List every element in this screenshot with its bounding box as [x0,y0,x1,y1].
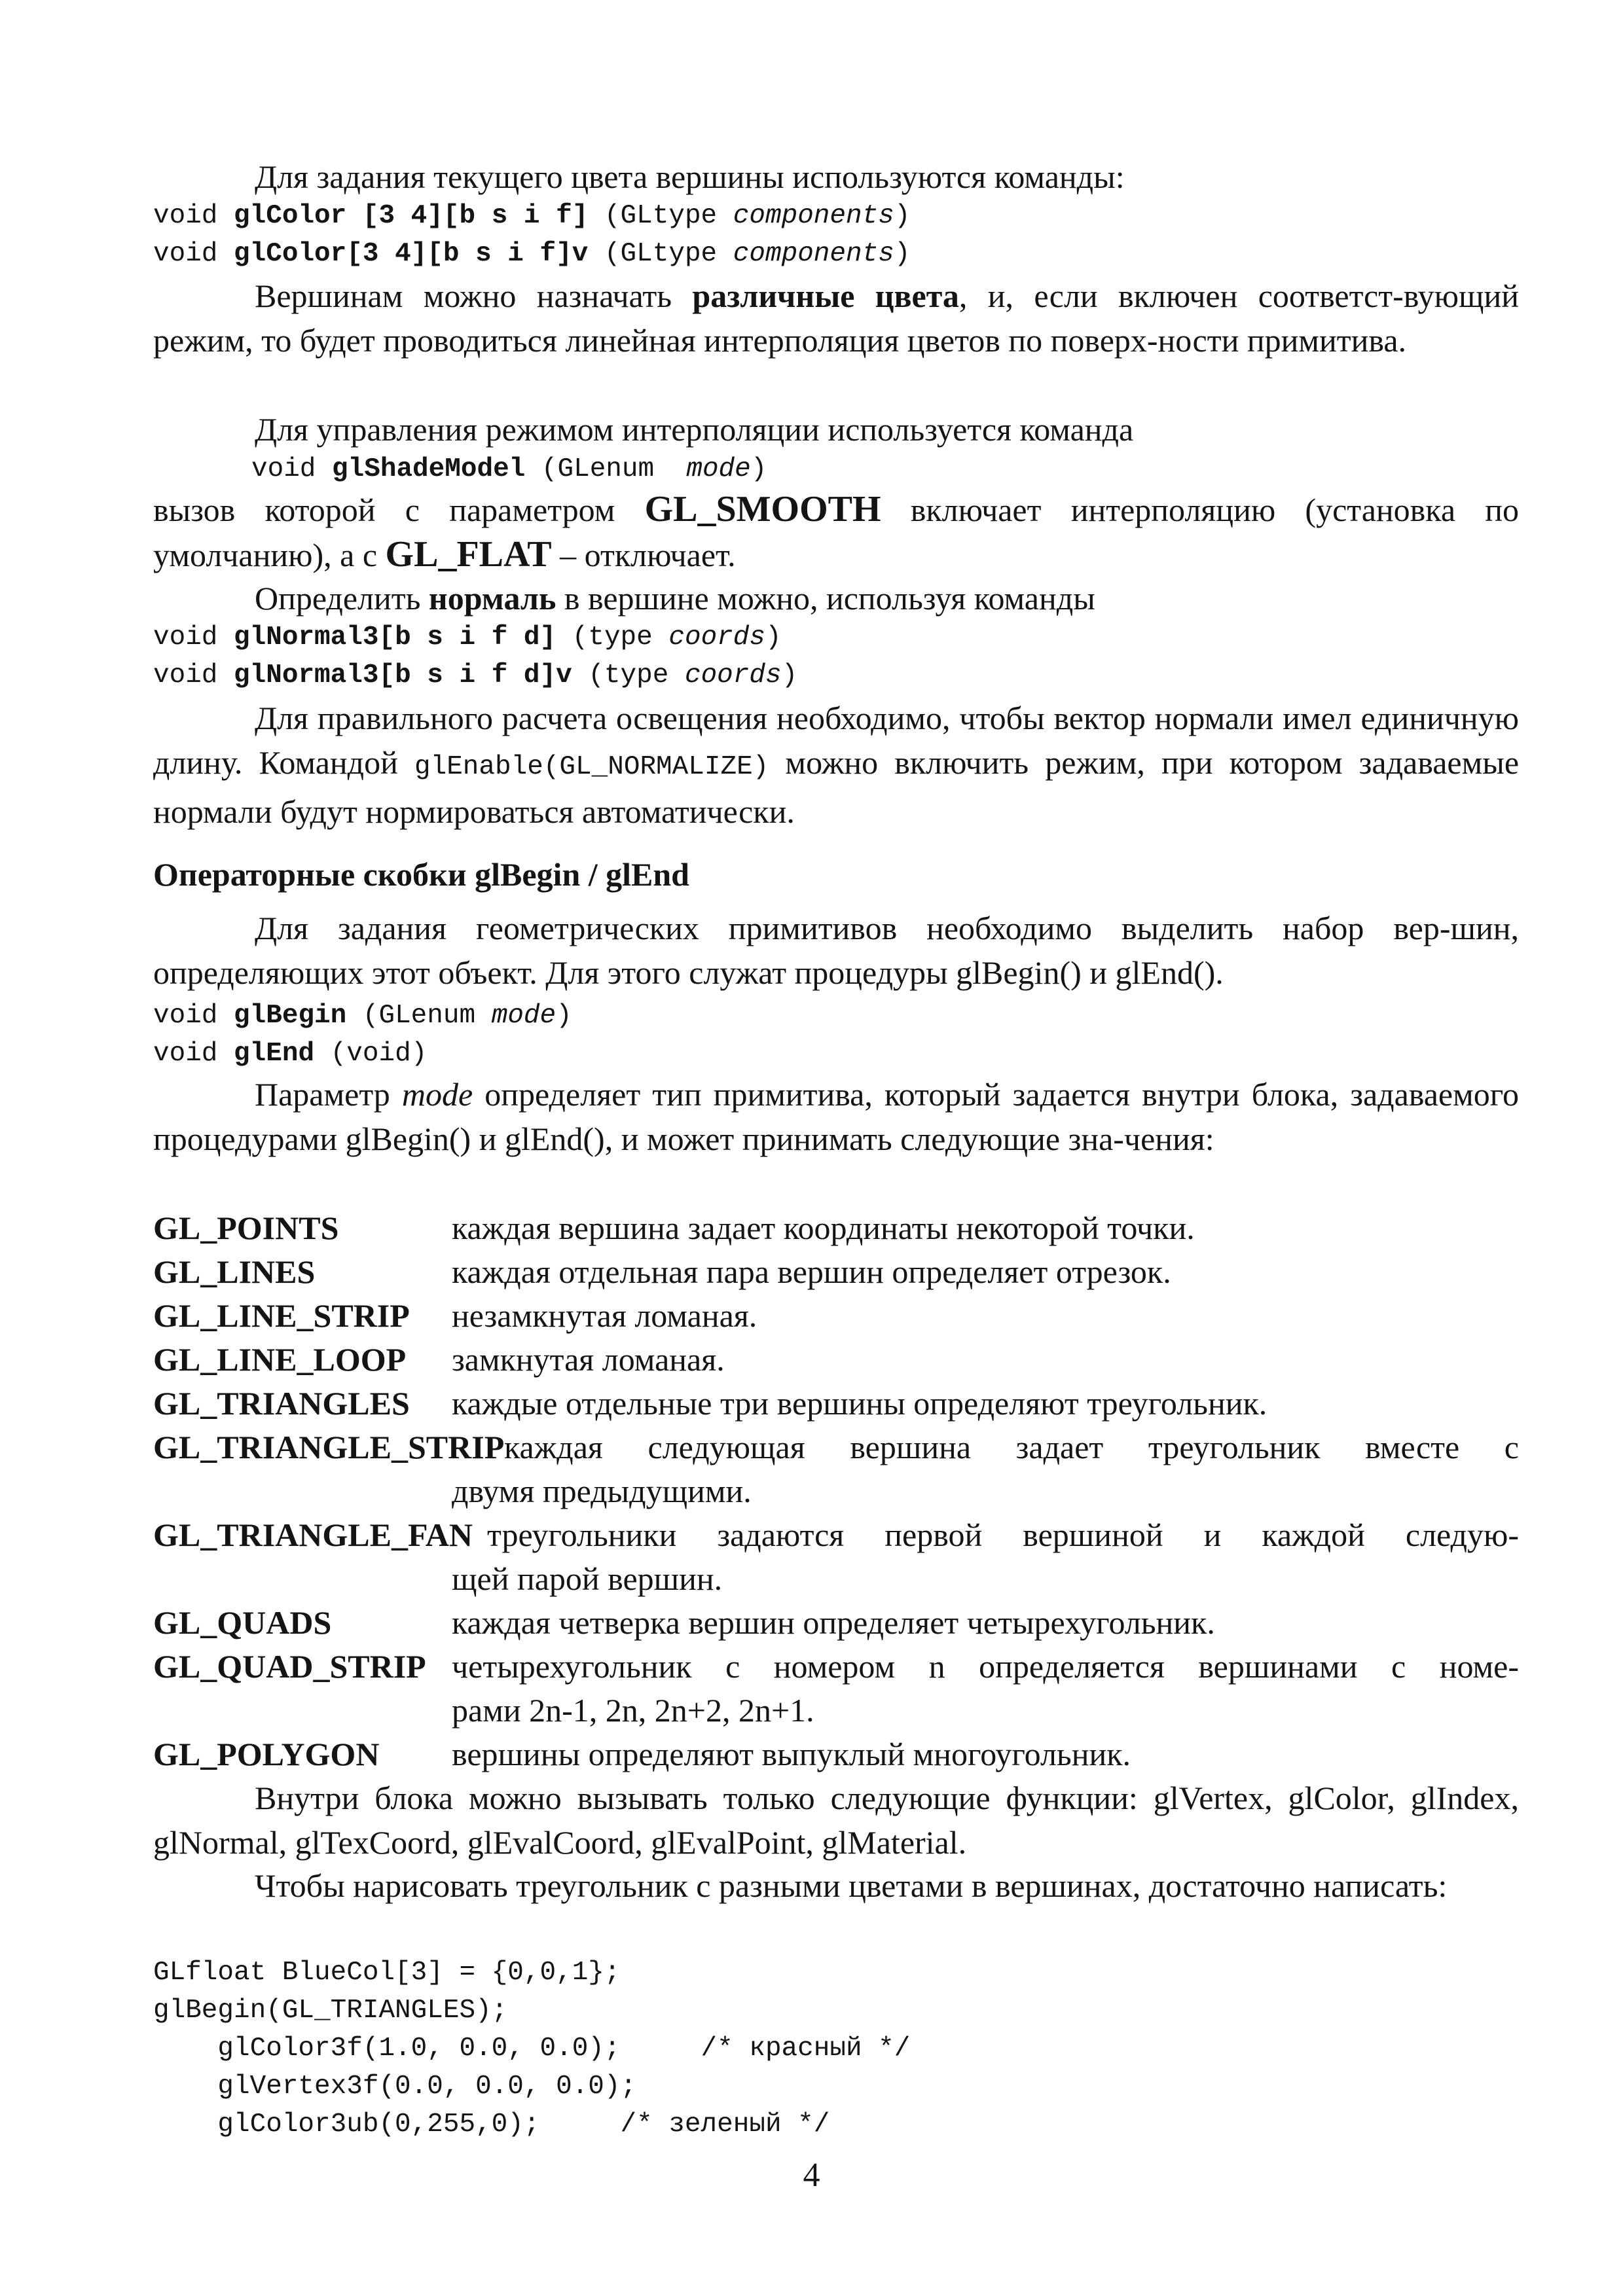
code-line-text: glBegin(GL_TRIANGLES); [153,1996,508,2026]
sig-function-name: glNormal3[b s i f d]v [234,660,572,691]
code-line [153,2106,830,2144]
code-line [153,2068,636,2106]
primitives-intro-text: Для задания геометрических примитивов необходимо выделить набор вер-шин, определяющих этот объект. Для этого служат процедуры glBegin() и glEnd(). [153,910,1519,991]
sig-function-name: glColor[3 4][b s i f]v [234,239,589,269]
mode-desc-cont: рами 2n-1, 2n, 2n+2, 2n+1. [452,1692,814,1729]
mode-text-2: определяет тип примитива, который задается внутри блока, задаваемого процедурами glBegin() и glEnd(), и может принимать следующие зна-чения: [153,1076,1520,1157]
sig-args: (void) [330,1039,428,1069]
sig-keyword: void [251,454,316,484]
code-line-text: GLfloat BlueCol[3] = {0,0,1}; [153,1958,621,1988]
mode-term: GL_TRIANGLE_FAN [153,1516,473,1553]
normal-text-1: Определить [255,580,421,617]
shade-intro-text: Для управления режимом интерполяции используется команда [255,411,1134,448]
mode-desc-cont: щей парой вершин. [452,1560,723,1597]
sig-arg-param: coords [684,660,782,691]
mode-desc: каждые отдельные три вершины определяют треугольник. [452,1385,1267,1422]
mode-desc: замкнутая ломаная. [452,1341,725,1378]
sig-function-name: glEnd [234,1039,315,1069]
sig-keyword: void [153,660,218,691]
mode-term: GL_LINE_LOOP [153,1341,407,1378]
mode-desc: четырехугольник с номером n определяется вершинами с номе- [452,1648,1519,1685]
sig-keyword: void [153,201,218,231]
mode-term: GL_POLYGON [153,1736,380,1772]
sig-arg-type: (GLtype [604,201,718,231]
normalize-text-2: можно включить режим, при котором задаваемые нормали будут нормироваться автоматически. [153,744,1520,830]
sig-arg-type: (GLtype [604,239,718,269]
shade-intro [153,407,1519,452]
mode-desc: вершины определяют выпуклый многоугольник. [452,1736,1131,1772]
sig-close: ) [765,622,782,653]
mode-desc: каждая вершина задает координаты некоторой точки. [452,1210,1195,1246]
code-line-text: glColor3f(1.0, 0.0, 0.0); /* красный */ [153,2034,911,2064]
mode-term: GL_POINTS [153,1210,339,1246]
inside-text: Внутри блока можно вызывать только следующие функции: glVertex, glColor, glIndex, glNormal, glTexCoord, glEvalCoord, glEvalPoint, glMaterial. [153,1780,1519,1861]
sig-keyword: void [153,1001,218,1031]
sig-close: ) [894,239,911,269]
normal-intro [153,576,1519,620]
sig-arg-param: components [733,201,894,231]
normalize-text-1: Для правильного расчета освещения необходимо, чтобы вектор нормали имел единичную длину. Командой [153,700,1519,781]
triangle-text: Чтобы нарисовать треугольник с разными цветами в вершинах, достаточно написать: [255,1867,1448,1904]
sig-glend [153,1035,427,1073]
code-line [153,1954,621,1992]
code-line [153,2030,910,2068]
normal-bold: нормаль [428,580,556,617]
sig-arg-param: components [733,239,894,269]
colors-bold: различные цвета [692,278,959,314]
sig-arg-type: (type [572,622,653,653]
gl-flat-term: GL_FLAT [385,534,552,575]
mode-desc: треугольники задаются первой вершиной и каждой следую- [487,1516,1519,1553]
colors-text-1: Вершинам можно назначать [255,278,672,314]
sig-glbegin [153,997,572,1035]
sig-close: ) [781,660,798,691]
sig-keyword: void [153,622,218,653]
sig-arg-type: (type [588,660,669,691]
mode-paragraph [153,1072,1519,1161]
sig-keyword: void [153,1039,218,1069]
inside-paragraph [153,1776,1519,1865]
mode-text-1: Параметр [255,1076,390,1113]
mode-term: GL_TRIANGLE_STRIP [153,1429,505,1465]
code-line-text: glColor3ub(0,255,0); /* зеленый */ [153,2109,830,2140]
sig-glshademodel [251,450,767,488]
gl-smooth-term: GL_SMOOTH [644,489,881,529]
normal-text-2: в вершине можно, используя команды [564,580,1095,617]
primitives-intro [153,906,1519,995]
sig-keyword: void [153,239,218,269]
sig-arg-param: coords [668,622,765,653]
mode-desc: каждая четверка вершин определяет четырехугольник. [452,1604,1215,1641]
mode-word: mode [401,1076,473,1113]
mode-term: GL_QUAD_STRIP [153,1648,426,1685]
mode-term: GL_QUADS [153,1604,332,1641]
code-line [153,1992,507,2030]
shade-text-3: – отключает. [560,537,736,573]
sig-close: ) [894,201,911,231]
sig-close: ) [556,1001,572,1031]
sig-arg-param: mode [686,454,751,484]
sig-function-name: glNormal3[b s i f d] [234,622,556,653]
section-heading [153,852,689,897]
sig-function-name: glColor [3 4][b s i f] [234,201,589,231]
triangle-paragraph [153,1863,1519,1908]
sig-glcolor-v [153,235,910,273]
mode-desc-cont: двумя предыдущими. [452,1473,752,1509]
normalize-code: glEnable(GL_NORMALIZE) [414,752,769,782]
mode-desc: незамкнутая ломаная. [452,1297,757,1334]
shade-text-1: вызов которой с параметром [153,492,615,528]
sig-glcolor [153,197,910,235]
mode-term: GL_TRIANGLES [153,1385,410,1422]
section-heading-text: Операторные скобки glBegin / glEnd [153,856,689,893]
colors-paragraph [153,274,1519,363]
sig-glnormal [153,619,782,656]
shade-paragraph [153,487,1519,577]
mode-desc: каждая отдельная пара вершин определяет отрезок. [452,1253,1171,1290]
mode-desc: каждая следующая вершина задает треугольник вместе с [504,1429,1519,1465]
shade-text-2: включает интерполяцию (установка по умолчанию), а с [153,492,1520,573]
sig-function-name: glBegin [234,1001,347,1031]
normalize-paragraph [153,696,1519,834]
code-line-text: glVertex3f(0.0, 0.0, 0.0); [153,2072,637,2102]
page-number [0,2153,1623,2198]
page-number-text: 4 [803,2157,820,2194]
sig-arg-param: mode [491,1001,556,1031]
sig-arg-type: (GLenum [362,1001,476,1031]
sig-glnormal-v [153,656,797,694]
sig-function-name: glShadeModel [332,454,526,484]
mode-term: GL_LINES [153,1253,316,1290]
mode-term: GL_LINE_STRIP [153,1297,410,1334]
color-intro [153,154,1519,199]
color-intro-text: Для задания текущего цвета вершины используются команды: [255,158,1125,195]
colors-text-2: , и, если включен соответст-вующий режим, то будет проводиться линейная интерполяция цветов по поверх-ности примитива. [153,278,1520,359]
sig-close: ) [750,454,767,484]
sig-arg-type: (GLenum [541,454,655,484]
